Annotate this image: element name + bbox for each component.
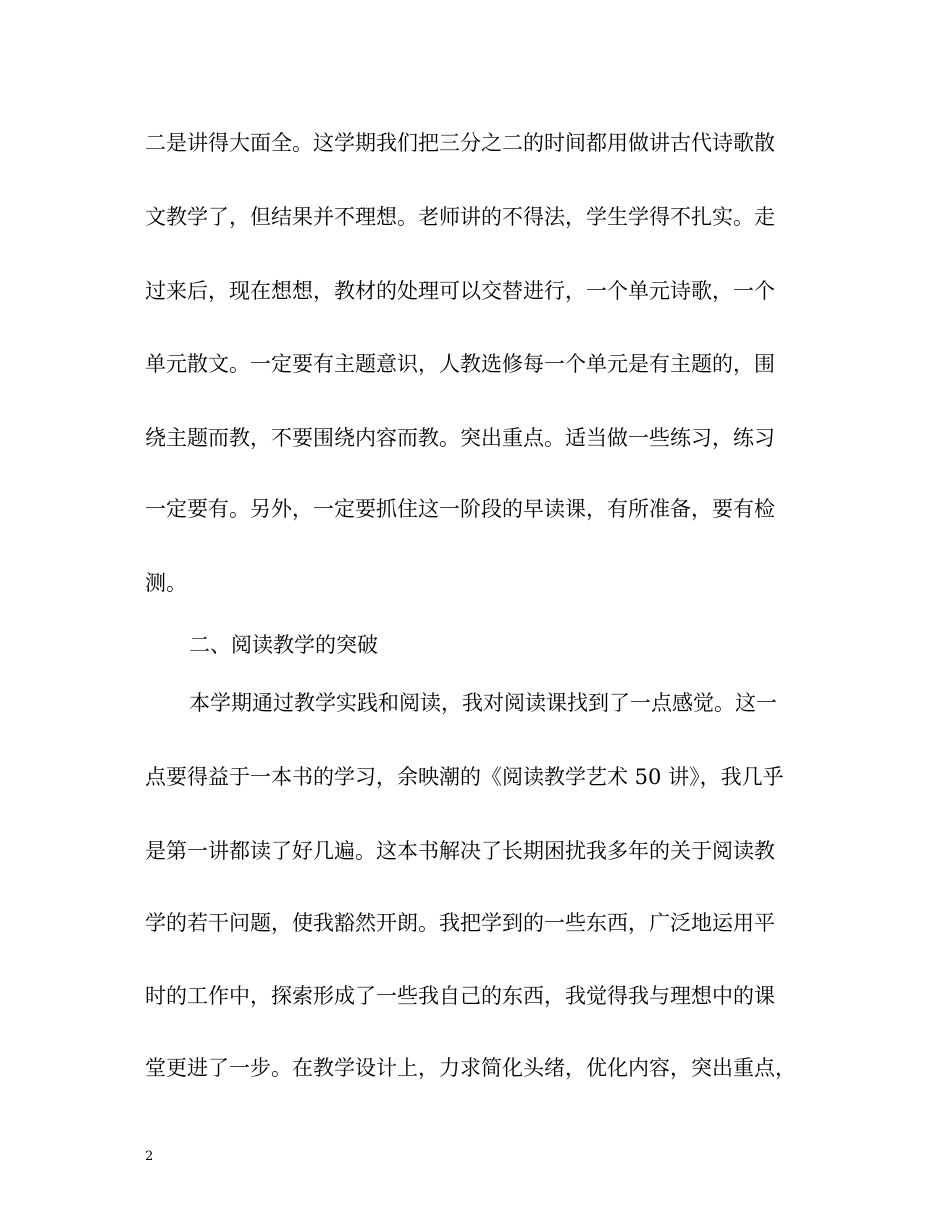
text-line: 过来后，现在想想，教材的处理可以交替进行，一个单元诗歌，一个 [145, 279, 775, 303]
paragraph-line: 学的若干问题，使我豁然开朗。我把学到的一些东西，广泛地运用平 [145, 911, 775, 935]
paragraph-line: 堂更进了一步。在教学设计上，力求简化头绪，优化内容，突出重点， [145, 1056, 796, 1080]
section-heading: 二、阅读教学的突破 [189, 633, 378, 657]
text-line: 单元散文。一定要有主题意识，人教选修每一个单元是有主题的，围 [145, 352, 775, 376]
paragraph-line: 是第一讲都读了好几遍。这本书解决了长期困扰我多年的关于阅读教 [145, 839, 775, 863]
text-line: 测。 [145, 571, 187, 595]
page-number: 2 [145, 1149, 154, 1164]
text-line: 绕主题而教，不要围绕内容而教。突出重点。适当做一些练习，练习 [145, 426, 775, 450]
paragraph-line: 时的工作中，探索形成了一些我自己的东西，我觉得我与理想中的课 [145, 984, 775, 1008]
paragraph-line: 本学期通过教学实践和阅读，我对阅读课找到了一点感觉。这一 [189, 691, 777, 715]
text-line: 一定要有。另外，一定要抓住这一阶段的早读课，有所准备，要有检 [145, 497, 775, 521]
paragraph-line: 点要得益于一本书的学习，余映潮的《阅读教学艺术 50 讲》，我几乎 [145, 765, 784, 789]
text-line: 文教学了，但结果并不理想。老师讲的不得法，学生学得不扎实。走 [145, 205, 775, 229]
text-line: 二是讲得大面全。这学期我们把三分之二的时间都用做讲古代诗歌散 [145, 131, 775, 155]
